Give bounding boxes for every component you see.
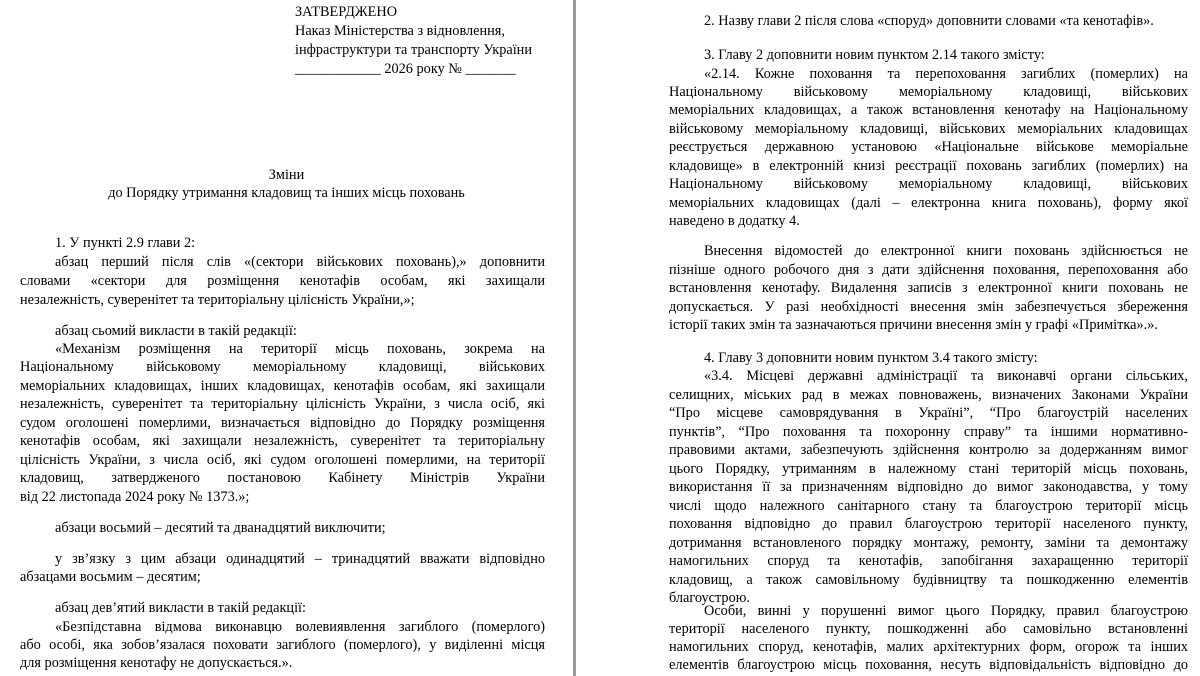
paragraph-line: 2. Назву глави 2 після слова «споруд» доповнити словами «та кенотафів». — [704, 13, 1154, 29]
paragraph-line: абзаци восьмий – десятий та дванадцятий виключити; — [55, 520, 386, 536]
paragraph-line: словами «сектори для розміщення кенотафів особам, які захищали — [20, 273, 545, 289]
paragraph-line: абзац сьомий викласти в такій редакції: — [55, 323, 297, 339]
approval-ministry-line: інфраструктури та транспорту України — [295, 42, 532, 58]
paragraph-line: «Безпідставна відмова виконавцю волевиявлення загиблого (померлого) — [55, 619, 545, 635]
paragraph-line: поховання відповідно до правил благоустрою території населеного пункту, — [669, 516, 1188, 532]
paragraph-line: намогильних споруд та кенотафів, запобігання захаращенню території — [669, 553, 1188, 569]
paragraph-line: “Про місцеве самоврядування в Україні”, “Про благоустрій населених — [669, 405, 1188, 421]
paragraph-line: Національному військовому меморіальному кладовищі, військових — [20, 359, 545, 375]
paragraph-line: намогильних споруд, кенотафів, малих архітектурних форм, огорож та інших — [669, 639, 1188, 655]
paragraph-line: «2.14. Кожне поховання та перепоховання загиблих (померлих) на — [704, 66, 1188, 82]
document-subtitle: до Порядку утримання кладовищ та інших місць поховань — [108, 185, 465, 201]
paragraph-line: абзац дев’ятий викласти в такій редакції: — [55, 600, 306, 616]
paragraph-line: дотримання встановленого порядку монтажу, ремонту, заміни та демонтажу — [669, 535, 1188, 551]
paragraph-line: у зв’язку з цим абзаци одинадцятий – тринадцятий вважати відповідно — [55, 551, 545, 567]
paragraph-line: використання її за призначенням відповідно до вимог законодавства, у тому — [669, 479, 1188, 495]
paragraph-line: від 22 листопада 2024 року № 1373.»; — [20, 489, 250, 505]
approval-date-line: ____________ 2026 року № _______ — [295, 61, 516, 77]
paragraph-line: території населеного пункту, пошкодженні або самовільно встановленні — [669, 621, 1188, 637]
paragraph-line: або особі, яка зобов’язалася поховати загиблого (померлого), у виділенні місця — [20, 637, 545, 653]
paragraph-line: незалежність, суверенітет та територіальну цілісність України, з числа осіб, які — [20, 396, 545, 412]
document-page-right — [576, 0, 1200, 676]
paragraph-line: Внесення відомостей до електронної книги поховань здійснюється не — [704, 243, 1188, 259]
paragraph-line: меморіальних кладовищах (далі – електронна книга поховань), форму якої — [669, 195, 1188, 211]
paragraph-line: кладовище» в електронній книзі реєстрації поховань загиблих (померлих) на — [669, 158, 1188, 174]
paragraph-line: числі щодо належного санітарного стану та благоустрою території місць — [669, 498, 1188, 514]
approval-heading: ЗАТВЕРДЖЕНО — [295, 4, 398, 20]
paragraph-line: цього Порядку, утриманням в належному стані територій місць поховань, — [669, 461, 1188, 477]
paragraph-line: 4. Главу 3 доповнити новим пунктом 3.4 такого змісту: — [704, 350, 1038, 366]
paragraph-line: 3. Главу 2 доповнити новим пунктом 2.14 такого змісту: — [704, 47, 1045, 63]
paragraph-line: Особи, винні у порушенні вимог цього Порядку, правил благоустрою — [704, 603, 1188, 619]
paragraph-line: пізніше одного робочого дня з дати здійснення поховання, перепоховання або — [669, 262, 1188, 278]
document-title: Зміни — [268, 167, 305, 183]
paragraph-line: цілісність України, з числа осіб, які судом оголошені померлими, на території — [20, 452, 545, 468]
paragraph-line: меморіальних кладовищах, а також встановлення кенотафу на Національному — [669, 102, 1188, 118]
paragraph-line: пунктів”, “Про поховання та похоронну справу” та іншими нормативно- — [669, 424, 1188, 440]
paragraph-line: Національному військовому меморіальному кладовищі, військових — [669, 176, 1188, 192]
paragraph-line: правовими актами, забезпечують здійснення контролю за додержанням вимог — [669, 442, 1188, 458]
paragraph-line: судом оголошені померлими, визначається відповідно до Порядку розміщення — [20, 415, 545, 431]
paragraph-line: «Механізм розміщення на території місць поховань, зокрема на — [55, 341, 545, 357]
document-page-left — [0, 0, 573, 676]
paragraph-line: Національному військовому меморіальному кладовищі, військових — [669, 84, 1188, 100]
paragraph-line: благоустрою. — [669, 590, 750, 606]
paragraph-line: абзацами восьмим – десятим; — [20, 569, 201, 585]
paragraph-line: для розміщення кенотафу не допускається.». — [20, 655, 293, 671]
paragraph-line: кладовищ, затвердженого постановою Кабінету Міністрів України — [20, 470, 545, 486]
paragraph-line: військовому меморіальному кладовищі, військових меморіальних кладовищах — [669, 121, 1188, 137]
paragraph-line: кенотафів особам, які захищали незалежність, суверенітет та територіальну — [20, 433, 545, 449]
paragraph-line: меморіальних кладовищах, інших кладовищах, кенотафів особам, які захищали — [20, 378, 545, 394]
paragraph-line: 1. У пункті 2.9 глави 2: — [55, 235, 196, 251]
paragraph-line: кладовищ, а також самовільному будівництву та пошкодженню елементів — [669, 572, 1188, 588]
paragraph-line: селищних, міських рад в межах повноважень, визначених Законами України — [669, 387, 1188, 403]
paragraph-line: наведено в додатку 4. — [669, 213, 800, 229]
paragraph-line: «3.4. Місцеві державні адміністрації та виконавчі органи сільських, — [704, 368, 1188, 384]
paragraph-line: встановлення кенотафу. Видалення записів з електронної книги поховань не — [669, 280, 1188, 296]
paragraph-line: незалежність, суверенітет та територіальну цілісність України,»; — [20, 292, 415, 308]
paragraph-line: допускається. У разі необхідності внесення змін забезпечується збереження — [669, 299, 1188, 315]
paragraph-line: реєструється державною установою «Національне військове меморіальне — [669, 139, 1188, 155]
approval-order-line: Наказ Міністерства з відновлення, — [295, 23, 505, 39]
paragraph-line: елементів благоустрою місць поховання, несуть відповідальність відповідно до — [669, 657, 1188, 673]
paragraph-line: історії таких змін та зазначаються причини внесення змін у графі «Примітка».». — [669, 317, 1158, 333]
paragraph-line: абзац перший після слів «(сектори військових поховань),» доповнити — [55, 254, 545, 270]
